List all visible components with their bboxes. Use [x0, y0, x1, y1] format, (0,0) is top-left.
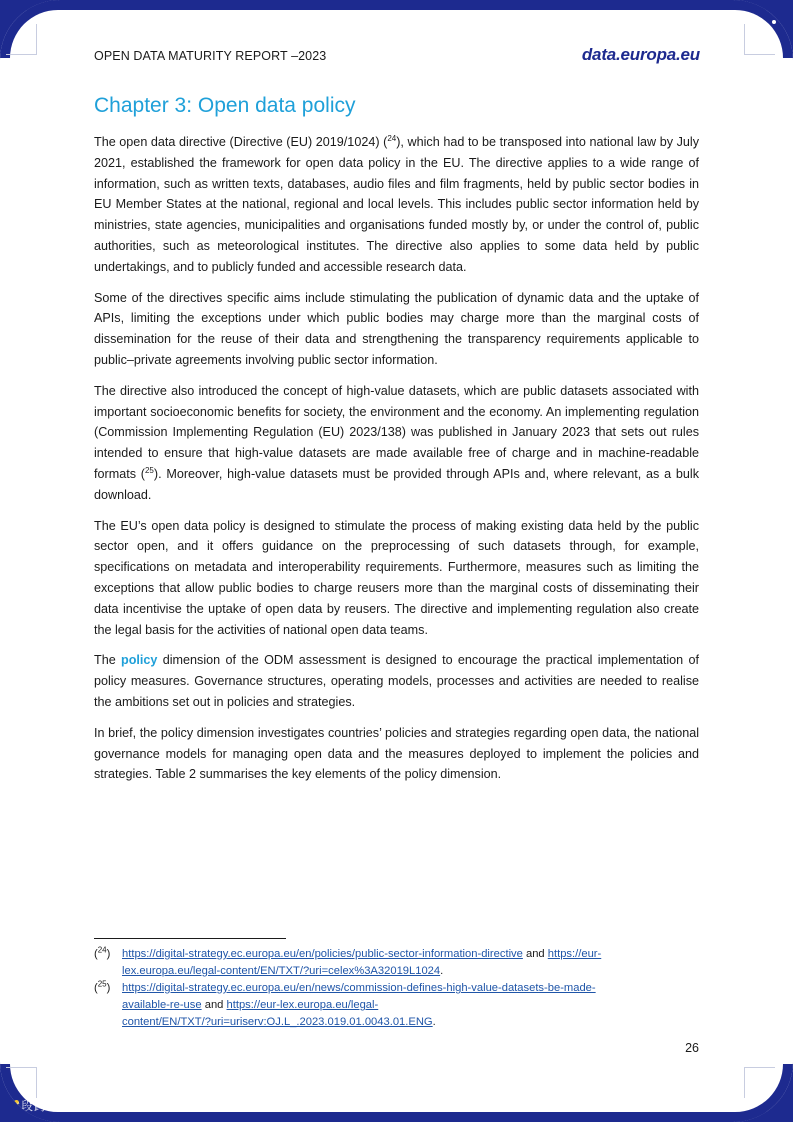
paragraph-1: The open data directive (Directive (EU) 2019/1024) ($^{24}$), which had to be transposed into national law by July 2021, established the framework for open data policy in the EU. The directive applies to a wide range of information, such as written texts, databases, audio files and film fragments, held by public sector bodies in EU Member States at the national, regional and local levels. This includes public sector information held by ministries, state agencies, municipalities and organisations funded mostly by, or under the control of, public authorities, such as meteorological institutes. The directive also applies to some data held by public undertakings, and to publicly funded and accessible research data. [94, 133, 699, 274]
footnote-24: ($^{24}$) https://digital-strategy.ec.europa.eu/en/policies/public-sector-information-directive and https://eur- lex.europa.eu/legal-content/EN/TXT/?uri=celex%3A32019L1024. [94, 945, 602, 977]
footnote-25: ($^{25}$) https://digital-strategy.ec.europa.eu/en/news/commission-defines-high-value-datasets-be-made- available-re-use and https://eur-lex.europa.eu/legal- content/EN/TXT/?uri=uriserv:OJ.L_.2023.019.01.0043.01.ENG. [94, 979, 596, 1028]
footnote-ref-25[interactable]: 25 [144, 465, 154, 475]
crop-mark [744, 1067, 775, 1098]
decor-dot [770, 4, 776, 10]
footnote-link[interactable]: https://digital-strategy.ec.europa.eu/en/policies/public-sector-information-directive [122, 948, 523, 960]
body-text [94, 132, 699, 795]
frame-bottom-border [0, 1112, 793, 1122]
footnote-link[interactable]: lex.europa.eu/legal-content/EN/TXT/?uri=celex%3A32019L1024 [122, 965, 441, 977]
decor-dot [768, 1110, 772, 1114]
decor-dot [780, 14, 785, 19]
policy-highlight: policy [121, 653, 158, 668]
paragraph-5: The policy dimension of the ODM assessment is designed to encourage the practical implementation of policy measures. Governance structures, operating models, processes and activities are needed to realise the ambitions set out in policies and strategies. [94, 653, 699, 709]
crop-mark [6, 24, 37, 55]
footnotes [94, 946, 704, 1031]
paragraph-4: The EU’s open data policy is designed to stimulate the process of making existing data held by the public sector open, and it offers guidance on the preprocessing of such datasets through, for example, specifications on metadata and interoperability requirements. Furthermore, measures such as limiting the exceptions that allow public bodies to charge reusers more than the marginal costs of disseminating their data incentivise the uptake of open data by reusers. The directive and implementing regulation also create the legal basis for the activities of national open data teams. [94, 518, 699, 637]
footnote-link[interactable]: content/EN/TXT/?uri=uriserv:OJ.L_.2023.019.01.0043.01.ENG [122, 1016, 433, 1028]
report-title: OPEN DATA MATURITY REPORT –2023 [94, 49, 327, 63]
watermark: 六段跨境 [8, 1099, 61, 1113]
paragraph-2: Some of the directives specific aims include stimulating the publication of dynamic data and the uptake of APIs, limiting the exceptions under which public bodies may charge more than the marginal costs of dissemination for the reuse of their data and strengthening the transparency requirements applicable to public–private agreements involving public sector information. [94, 290, 699, 367]
frame-top-border [0, 0, 793, 10]
page-number: 26 [685, 1041, 699, 1055]
data-europa-logo: data.europa.eu [581, 45, 700, 64]
chapter-title: Chapter 3: Open data policy [94, 94, 356, 117]
page-header [94, 45, 700, 69]
footnote-separator [94, 938, 286, 939]
crop-mark [744, 24, 775, 55]
footnote-link[interactable]: https://eur-lex.europa.eu/legal- [226, 999, 379, 1011]
footnote-ref-24[interactable]: 24 [387, 133, 397, 143]
footnote-link[interactable]: https://digital-strategy.ec.europa.eu/en/news/commission-defines-high-value-datasets-be-made- [122, 982, 596, 994]
footnote-link[interactable]: https://eur- [547, 948, 602, 960]
footnote-number: ($^{25}$) [94, 979, 111, 994]
footnote-number: ($^{24}$) [94, 945, 111, 960]
footnote-link[interactable]: available-re-use [122, 999, 202, 1011]
crop-mark [6, 1067, 37, 1098]
decor-dot [776, 1102, 782, 1108]
paragraph-6: In brief, the policy dimension investigates countries’ policies and strategies regarding open data, the national governance models for managing open data and the measures deployed to implement the policies and strategies. Table 2 summarises the key elements of the policy dimension. [94, 725, 699, 782]
paragraph-3: The directive also introduced the concept of high-value datasets, which are public datasets associated with important socioeconomic benefits for society, the environment and the economy. An implementing regulation (Commission Implementing Regulation (EU) 2023/138) was published in January 2023 that sets out rules intended to ensure that high-value datasets are made available free of charge and in machine-readable formats ($^{25}$). Moreover, high-value datasets must be provided through APIs and, where relevant, as a bulk download. [94, 383, 699, 502]
